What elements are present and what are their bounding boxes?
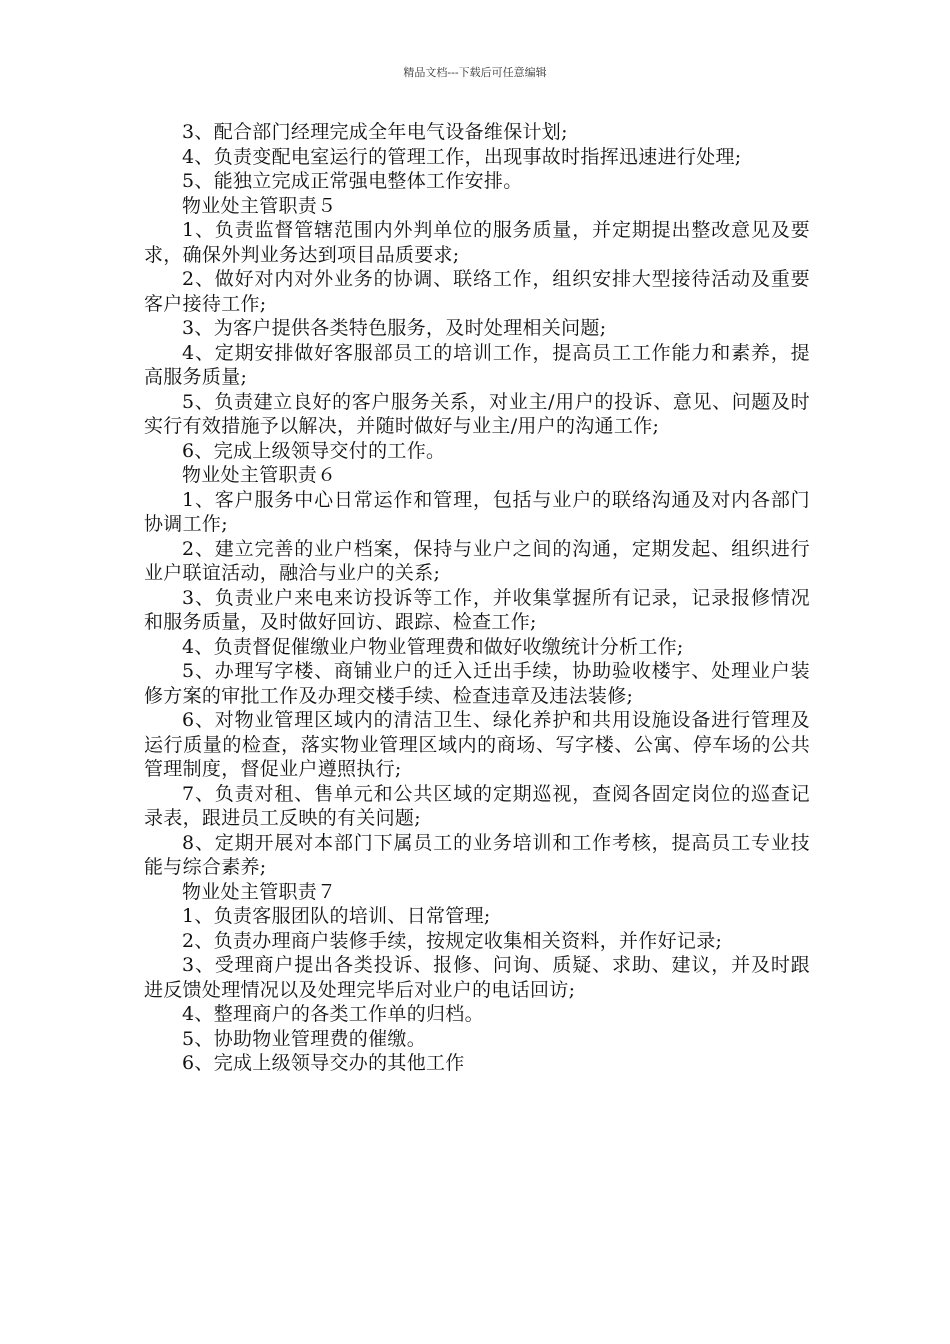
section-heading: 物业处主管职责６ xyxy=(182,464,337,486)
section-heading: 物业处主管职责７ xyxy=(182,880,337,903)
paragraph: 6、完成上级领导交付的工作。 xyxy=(182,439,446,462)
paragraph: 3、配合部门经理完成全年电气设备维保计划; xyxy=(182,121,568,143)
paragraph: 4、定期安排做好客服部员工的培训工作，提高员工工作能力和素养，提高服务质量; xyxy=(144,341,810,388)
paragraph: 4、负责变配电室运行的管理工作，出现事故时指挥迅速进行处理; xyxy=(182,145,742,168)
paragraph: 4、整理商户的各类工作单的归档。 xyxy=(182,1003,484,1025)
paragraph: 1、负责监督管辖范围内外判单位的服务质量，并定期提出整改意见及要求，确保外判业务达到项目品质要求; xyxy=(144,219,810,266)
paragraph: 3、受理商户提出各类投诉、报修、问询、质疑、求助、建议，并及时跟进反馈处理情况以及处理完毕后对业户的电话回访; xyxy=(144,954,810,1001)
paragraph: 2、做好对内对外业务的协调、联络工作，组织安排大型接待活动及重要客户接待工作; xyxy=(144,268,810,315)
section-heading: 物业处主管职责５ xyxy=(182,194,337,217)
paragraph: 8、定期开展对本部门下属员工的业务培训和工作考核，提高员工专业技能与综合素养; xyxy=(144,831,810,878)
paragraph: 6、完成上级领导交办的其他工作 xyxy=(182,1052,465,1074)
paragraph: 1、负责客服团队的培训、日常管理; xyxy=(182,905,491,927)
paragraph: 5、能独立完成正常强电整体工作安排。 xyxy=(182,170,523,192)
paragraph: 2、负责办理商户装修手续，按规定收集相关资料，并作好记录; xyxy=(182,929,723,952)
paragraph: 5、协助物业管理费的催缴。 xyxy=(182,1027,426,1050)
page-header: 精品文档---下载后可任意编辑 xyxy=(403,66,547,79)
paragraph: 5、办理写字楼、商铺业户的迁入迁出手续，协助验收楼宇、处理业户装修方案的审批工作及办理交楼手续、检查违章及违法装修; xyxy=(144,660,810,707)
paragraph: 1、客户服务中心日常运作和管理，包括与业户的联络沟通及对内各部门协调工作; xyxy=(144,488,810,535)
paragraph: 7、负责对租、售单元和公共区域的定期巡视，查阅各固定岗位的巡查记录表，跟进员工反映的有关问题; xyxy=(144,782,810,829)
paragraph: 2、建立完善的业户档案，保持与业户之间的沟通，定期发起、组织进行业户联谊活动，融洽与业户的关系; xyxy=(144,537,810,584)
paragraph: 3、负责业户来电来访投诉等工作，并收集掌握所有记录，记录报修情况和服务质量，及时做好回访、跟踪、检查工作; xyxy=(144,586,810,633)
paragraph: 5、负责建立良好的客户服务关系，对业主/用户的投诉、意见、问题及时实行有效措施予以解决，并随时做好与业主/用户的沟通工作; xyxy=(144,390,810,437)
document-body xyxy=(144,120,810,1076)
paragraph: 6、对物业管理区域内的清洁卫生、绿化养护和共用设施设备进行管理及运行质量的检查，落实物业管理区域内的商场、写字楼、公寓、停车场的公共管理制度，督促业户遵照执行; xyxy=(144,709,810,780)
paragraph: 3、为客户提供各类特色服务，及时处理相关问题; xyxy=(182,317,607,339)
paragraph: 4、负责督促催缴业户物业管理费和做好收缴统计分析工作; xyxy=(182,635,684,658)
